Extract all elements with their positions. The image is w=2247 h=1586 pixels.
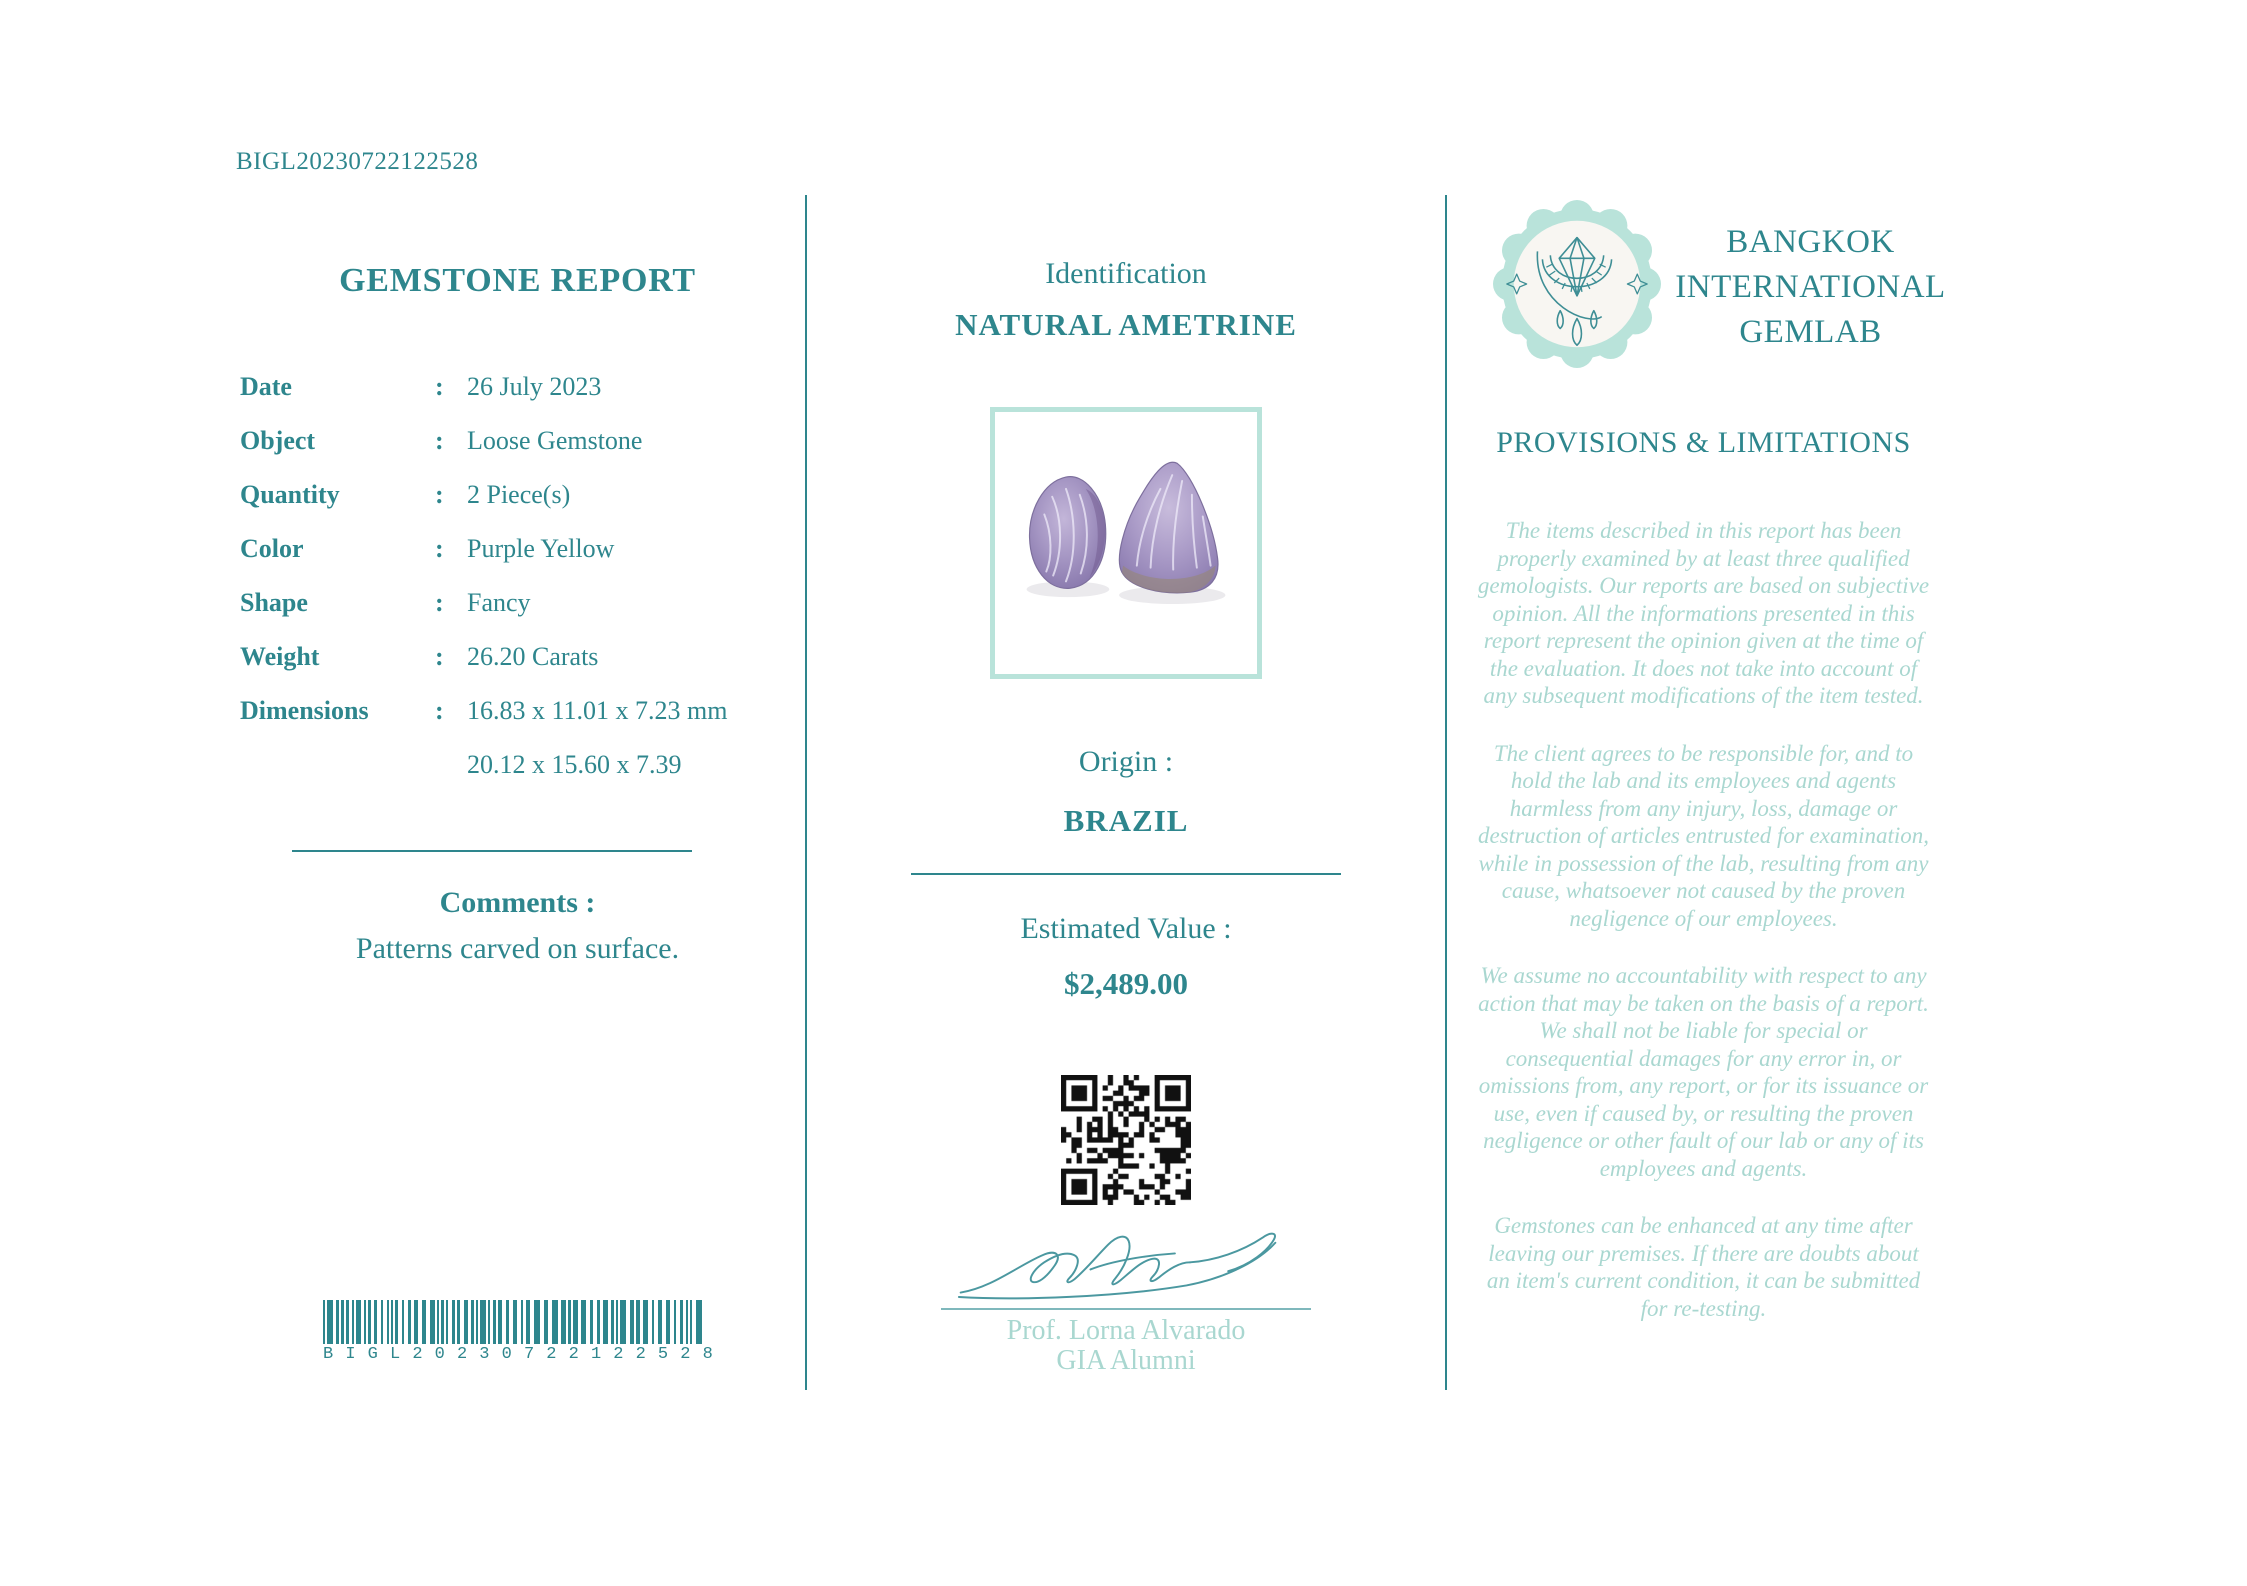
detail-value: Purple Yellow — [467, 534, 615, 563]
provision-paragraph: Gemstones can be enhanced at any time after leaving our premises. If there are doubts about an item's current condition, it can be submitted for re-testing. — [1486, 1213, 1921, 1321]
barcode-bars — [323, 1300, 713, 1344]
lab-name — [1661, 200, 1960, 368]
report-number: BIGL20230722122528 — [236, 148, 479, 175]
comments-label: Comments : — [439, 886, 596, 919]
signatory-title: GIA Alumni — [1056, 1345, 1196, 1376]
qr-code-icon — [1061, 1075, 1191, 1205]
barcode-text: B I G L 2 0 2 3 0 7 2 2 1 2 2 5 2 8 — [323, 1345, 713, 1364]
lab-name-line: INTERNATIONAL — [1675, 269, 1946, 305]
origin-value: BRAZIL — [1063, 803, 1189, 838]
detail-label: Quantity — [240, 480, 340, 509]
report-title: GEMSTONE REPORT — [339, 262, 696, 299]
detail-label — [240, 749, 435, 781]
estimated-value-label: Estimated Value : — [1020, 912, 1232, 945]
lab-name-line: BANGKOK — [1726, 224, 1895, 260]
identification-heading: Identification — [1045, 257, 1207, 290]
table-row — [240, 371, 805, 403]
lab-name-line: GEMLAB — [1739, 314, 1882, 350]
detail-separator: : — [435, 696, 444, 725]
table-row — [240, 641, 805, 673]
detail-label: Date — [240, 372, 292, 401]
provision-paragraph: The items described in this report has been properly examined by at least three qualified gemologists. Our reports are based on subjective opinion. All the informations presented in this report represent the opinion given at the time of the evaluation. It does not take into account of any subsequent modifications of the item tested. — [1477, 518, 1930, 708]
detail-value: 16.83 x 11.01 x 7.23 mm — [467, 696, 728, 725]
detail-separator: : — [435, 480, 444, 509]
detail-separator: : — [435, 534, 444, 563]
provisions-text — [1447, 517, 1960, 1322]
detail-label: Object — [240, 426, 316, 455]
origin-label: Origin : — [1078, 745, 1174, 778]
comments-divider — [292, 850, 692, 852]
table-row — [240, 425, 805, 457]
estimated-value: $2,489.00 — [1064, 966, 1188, 1001]
table-row — [240, 533, 805, 565]
details-table — [240, 371, 805, 781]
detail-value: 26.20 Carats — [467, 642, 599, 671]
detail-label: Color — [240, 534, 304, 563]
detail-value: Loose Gemstone — [467, 426, 643, 455]
table-row — [240, 587, 805, 619]
detail-separator — [435, 749, 467, 781]
signatory-name: Prof. Lorna Alvarado — [1006, 1315, 1246, 1346]
provision-paragraph: The client agrees to be responsible for, and to hold the lab and its employees and agents harmless from any injury, loss, damage or destruction of articles entrusted for examination, while in possession of the lab, resulting from any cause, whatsoever not caused by the proven negligence of our employees. — [1477, 740, 1929, 931]
detail-separator: : — [435, 588, 444, 617]
table-row — [240, 749, 805, 781]
gemstone-photo-frame — [990, 407, 1262, 679]
comments-text: Patterns carved on surface. — [355, 932, 680, 965]
detail-label: Dimensions — [240, 696, 369, 725]
report-column — [230, 195, 805, 1390]
detail-value: 20.12 x 15.60 x 7.39 — [467, 750, 682, 779]
barcode — [323, 1300, 713, 1364]
gemstone-photo — [1003, 420, 1249, 666]
gem-crescent-badge-icon — [1493, 200, 1661, 368]
signature-divider — [941, 1308, 1311, 1310]
lab-column — [1447, 195, 1960, 1390]
gemstone-name: NATURAL AMETRINE — [955, 307, 1297, 342]
provisions-title: PROVISIONS & LIMITATIONS — [1496, 426, 1911, 459]
detail-separator: : — [435, 642, 444, 671]
detail-separator: : — [435, 426, 444, 455]
identification-column — [807, 195, 1445, 1390]
value-divider — [911, 873, 1341, 875]
provision-paragraph: We assume no accountability with respect to any action that may be taken on the basis of a report. We shall not be liable for special or consequential damages for any error in, or omissions from, any report, or for its issuance or use, even if caused by, or resulting the proven negligence or other fault of our lab or any of its employees and agents. — [1478, 963, 1929, 1181]
detail-value: 26 July 2023 — [467, 372, 602, 401]
detail-label: Shape — [240, 588, 308, 617]
detail-separator: : — [435, 372, 444, 401]
lab-header — [1447, 200, 1960, 368]
detail-value: 2 Piece(s) — [467, 480, 571, 509]
detail-value: Fancy — [467, 588, 531, 617]
table-row — [240, 479, 805, 511]
signature-icon — [936, 1225, 1316, 1305]
certificate-card — [230, 195, 1960, 1390]
table-row — [240, 695, 805, 727]
detail-label: Weight — [240, 642, 320, 671]
